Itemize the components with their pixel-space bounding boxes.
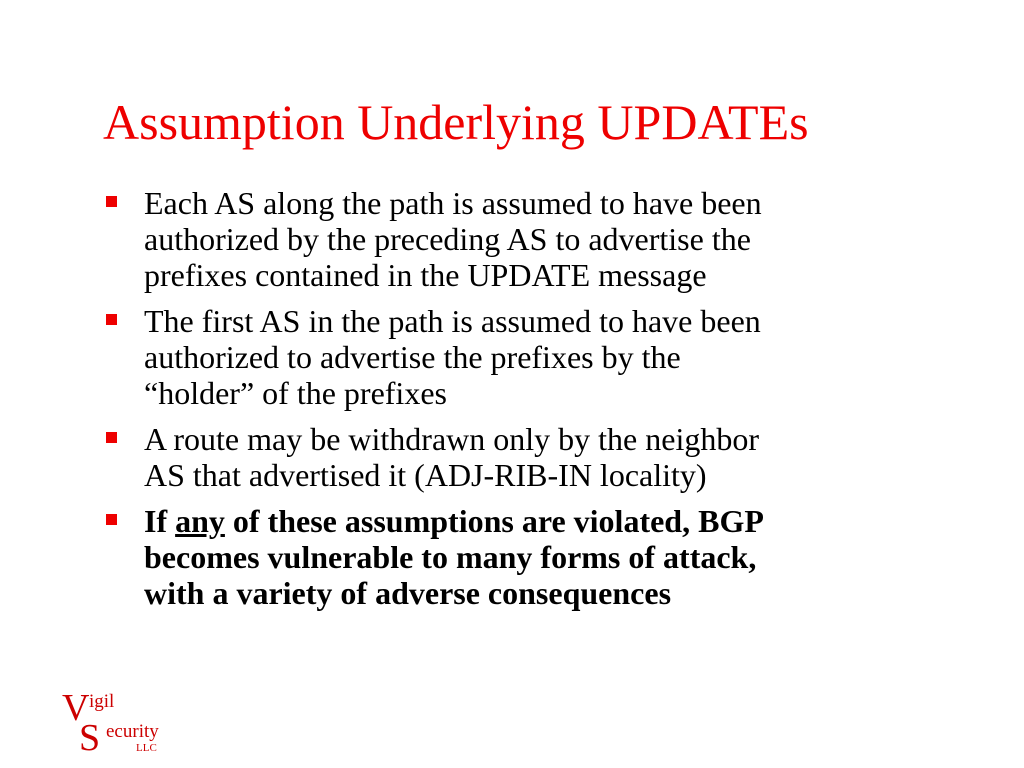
bullet-text-line: becomes vulnerable to many forms of attack, [144, 539, 757, 575]
bullet-text-line: authorized by the preceding AS to advertise the [144, 221, 751, 257]
bullet-text-line: Each AS along the path is assumed to have been [144, 185, 762, 221]
bullet-text-line: A route may be withdrawn only by the neighbor [144, 421, 759, 457]
bullet-item [104, 421, 934, 493]
logo-letter-s: S [79, 717, 101, 759]
bullet-item [104, 185, 934, 293]
square-bullet-icon [106, 196, 117, 207]
square-bullet-icon [106, 514, 117, 525]
slide-title: Assumption Underlying UPDATEs [103, 94, 809, 150]
bullet-text-line: with a variety of adverse consequences [144, 575, 672, 611]
bullet-text-segment: of these assumptions are violated, BGP [224, 503, 764, 539]
bullet-list [104, 185, 934, 621]
logo-text-igil: igil [89, 691, 115, 712]
logo-letter-v: V [62, 687, 90, 729]
bullet-item-emphasis [104, 503, 934, 611]
logo-text-ecurity: ecurity [106, 721, 159, 742]
bullet-text-line [144, 503, 934, 539]
bullet-text-line: prefixes contained in the UPDATE message [144, 257, 707, 293]
bullet-text-line: The first AS in the path is assumed to have been [144, 303, 761, 339]
underlined-emphasis: any [175, 503, 225, 539]
bullet-text-line: AS that advertised it (ADJ-RIB-IN locality) [144, 457, 707, 493]
bullet-text-line: authorized to advertise the prefixes by the [144, 339, 681, 375]
bullet-item [104, 303, 934, 411]
bullet-text-line: “holder” of the prefixes [144, 375, 447, 411]
vigil-security-logo [62, 688, 202, 758]
square-bullet-icon [106, 314, 117, 325]
logo-text-llc: LLC [136, 742, 157, 754]
square-bullet-icon [106, 432, 117, 443]
bullet-text-segment: If [144, 503, 176, 539]
